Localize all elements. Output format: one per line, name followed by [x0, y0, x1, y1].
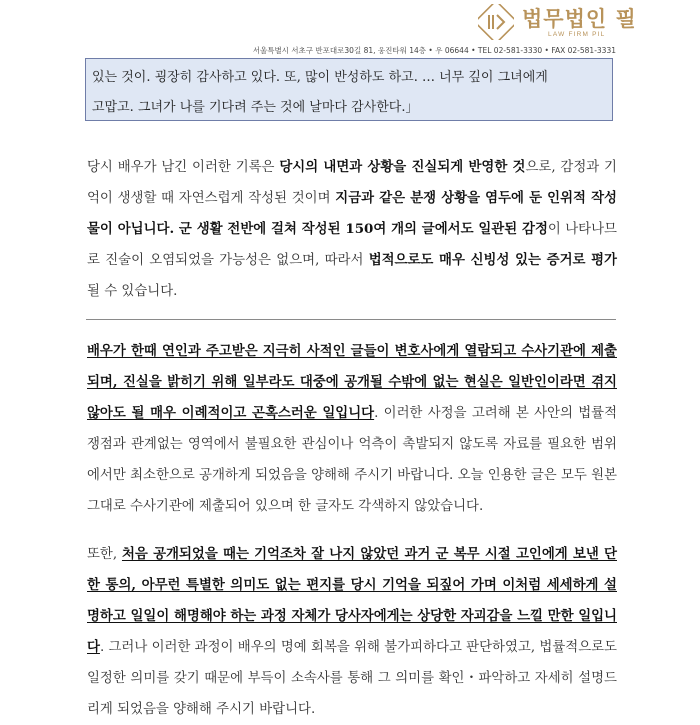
quote-line: 있는 것이. 굉장히 감사하고 있다. 또, 많이 반성하도 하고. … 너무 깊이 그녀에게 [92, 70, 548, 85]
paragraph-evidence [87, 152, 617, 307]
quote-box [85, 58, 613, 121]
underlined-emphasis: 배우가 한때 연인과 주고받은 지극히 사적인 글들이 변호사에게 열람되고 수사기관에 제출되며, 진실을 밝히기 위해 일부라도 대중에 공개될 수밖에 없는 현실은 일반인이라면 겪지 않아도 될 매우 이례적이고 곤혹스러운 일입니다 [87, 343, 617, 421]
text-span: 당시 배우가 남긴 이러한 기록은 [87, 160, 280, 175]
text-span: 으로, 감정과 기억이 생생할 때 자연스럽게 작성된 것이며 [87, 160, 617, 206]
letterhead [0, 0, 700, 60]
firm-address: 서울특별시 서초구 반포대로30길 81, 웅진타워 14층 • 우 06644 • TEL 02-581-3330 • FAX 02-581-3331 [252, 46, 616, 55]
text-span: 이 나타나므로 진술이 오염되었을 가능성은 없으며, 따라서 [87, 222, 617, 268]
paragraph-privacy [87, 336, 617, 522]
firm-subtitle: LAW FIRM PIL [548, 31, 606, 38]
quote-line: 고맙고. 그녀가 나를 기다려 주는 것에 날마다 감사한다.」 [92, 100, 419, 115]
emphasis-span: 당시의 내면과 상황을 진실되게 반영한 것 [279, 159, 526, 175]
underlined-emphasis: 처음 공개되었을 때는 기억조차 잘 나지 않았던 과거 군 복무 시절 고인에게 보낸 단 한 통의, 아무런 특별한 의미도 없는 편지를 당시 기억을 되짚어 가며 이처럼 세세하게 설명하고 일일이 해명해야 하는 과정 자체가 당사자에게는 상당한 자괴감을 느낄 만한 일입니다 [87, 546, 617, 655]
section-divider [86, 319, 616, 320]
text-span: . 그러나 이러한 과정이 배우의 명예 회복을 위해 불가피하다고 판단하였고, 법률적으로도 일정한 의미를 갖기 때문에 부득이 소속사를 통해 그 의미를 확인・파악하고 자세히 설명드리게 되었음을 양해해 주시기 바랍니다. [87, 640, 617, 717]
law-firm-logo-icon [478, 4, 514, 40]
emphasis-span: 법적으로도 매우 신빙성 있는 증거로 평가 [368, 252, 617, 268]
firm-name: 법무법인 필 [522, 7, 637, 31]
emphasis-span: 지금과 같은 분쟁 상황을 염두에 둔 인위적 작성물이 아닙니다. 군 생활 전반에 걸쳐 작성된 150여 개의 글에서도 일관된 감정 [87, 190, 617, 237]
text-span: . 이러한 사정을 고려해 본 사안의 법률적 쟁점과 관계없는 영역에서 불필요한 관심이나 억측이 촉발되지 않도록 자료를 필요한 범위에서만 최소한으로 공개하게 되었음을 양해해 주시기 바랍니다. 오늘 인용한 글은 모두 원본 그대로 수사기관에 제출되어 있으며 한 글자도 각색하지 않았습니다. [87, 406, 618, 514]
text-span: 될 수 있습니다. [87, 284, 178, 299]
paragraph-explanation [87, 539, 617, 725]
text-span: 또한, [87, 547, 122, 562]
